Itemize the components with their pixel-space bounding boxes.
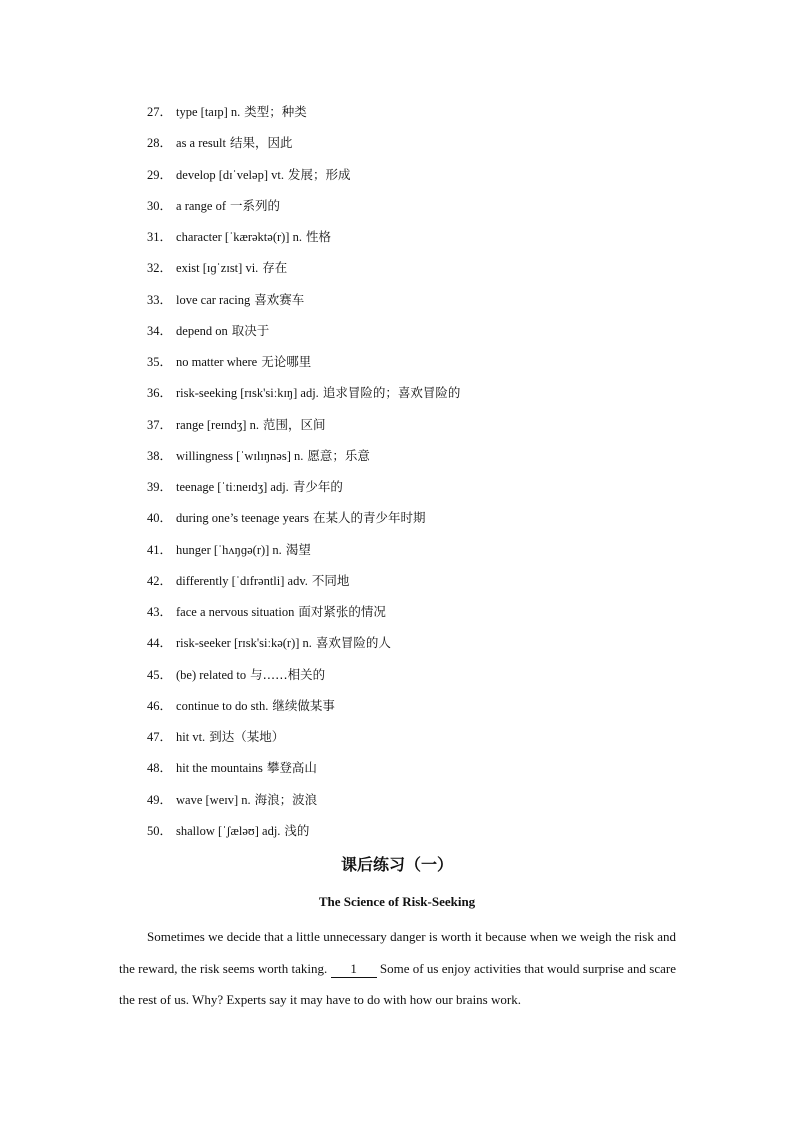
vocab-number: 28． xyxy=(147,136,173,151)
vocab-english: (be) related to xyxy=(176,667,247,682)
vocab-number: 50． xyxy=(147,823,173,838)
vocab-item xyxy=(147,321,747,352)
vocab-number: 48． xyxy=(147,761,173,776)
vocab-item xyxy=(147,383,747,414)
vocab-number: 27． xyxy=(147,105,173,119)
vocab-chinese: 性格 xyxy=(305,229,331,244)
vocab-number: 41． xyxy=(147,542,173,557)
vocab-number: 49． xyxy=(147,792,173,807)
vocab-english: willingness [ˈwɪlɪŋnəs] n. xyxy=(176,448,304,463)
vocab-chinese: 在某人的青少年时期 xyxy=(312,510,426,526)
vocab-chinese: 喜欢赛车 xyxy=(254,291,305,307)
vocab-chinese: 喜欢冒险的人 xyxy=(315,635,391,651)
vocab-english: shallow [ˈʃæləʊ] adj. xyxy=(176,823,281,838)
vocab-number: 35． xyxy=(147,355,173,369)
vocab-chinese: 不同地 xyxy=(311,572,350,588)
vocab-english: during one’s teenage years xyxy=(176,511,309,526)
vocab-number: 42． xyxy=(147,573,173,588)
vocab-item xyxy=(147,446,747,477)
vocab-number: 40． xyxy=(147,511,173,526)
vocab-english: depend on xyxy=(176,323,228,338)
vocab-chinese: 发展；形成 xyxy=(287,166,351,182)
vocab-number: 36． xyxy=(147,386,173,401)
vocab-chinese: 继续做某事 xyxy=(272,697,335,713)
vocab-item xyxy=(147,665,747,696)
vocab-item xyxy=(147,540,747,571)
vocab-chinese: 攀登高山 xyxy=(266,760,317,776)
vocab-number: 46． xyxy=(147,698,173,713)
vocab-chinese: 一系列的 xyxy=(230,197,281,213)
vocab-item xyxy=(147,758,747,789)
vocab-number: 39． xyxy=(147,480,173,494)
vocab-item xyxy=(147,790,747,821)
vocab-chinese: 追求冒险的；喜欢冒险的 xyxy=(322,385,461,401)
vocab-item xyxy=(147,196,747,227)
vocab-chinese: 存在 xyxy=(262,260,288,276)
vocab-english: love car racing xyxy=(176,292,251,307)
vocab-english: hunger [ˈhʌŋɡə(r)] n. xyxy=(176,542,282,557)
vocab-english: differently [ˈdɪfrəntli] adv. xyxy=(176,573,308,588)
vocab-english: hit vt. xyxy=(176,730,206,744)
vocab-chinese: 渴望 xyxy=(285,541,311,557)
vocab-chinese: 海浪；波浪 xyxy=(254,791,318,807)
vocab-number: 38． xyxy=(147,448,173,463)
vocab-english: risk-seeker [rɪsk'siːkə(r)] n. xyxy=(176,636,312,651)
vocab-item xyxy=(147,290,747,321)
vocab-item xyxy=(147,696,747,727)
exercise-heading: 课后练习（一） xyxy=(340,855,453,874)
vocab-english: continue to do sth. xyxy=(176,698,269,713)
vocab-item xyxy=(147,165,747,196)
vocab-item xyxy=(147,821,747,852)
vocab-number: 32． xyxy=(147,261,173,276)
vocab-english: teenage [ˈtiːneɪdʒ] adj. xyxy=(176,480,289,494)
vocab-english: range [reɪndʒ] n. xyxy=(176,417,259,432)
vocab-item xyxy=(147,258,747,289)
vocab-item xyxy=(147,602,747,633)
vocab-english: face a nervous situation xyxy=(176,605,295,619)
vocab-chinese: 无论哪里 xyxy=(261,354,312,369)
vocab-number: 44． xyxy=(147,636,173,651)
passage-text-part1: Sometimes we decide that a little unnecessary danger is worth it because when we weigh the risk and the reward, the risk seems worth taking. xyxy=(119,929,676,976)
vocab-chinese: 范围，区间 xyxy=(262,416,326,432)
vocab-item xyxy=(147,133,747,164)
vocab-chinese: 愿意；乐意 xyxy=(307,447,370,463)
vocab-english: hit the mountains xyxy=(176,761,263,776)
vocab-english: character [ˈkærəktə(r)] n. xyxy=(176,230,302,244)
vocab-english: develop [dɪˈveləp] vt. xyxy=(176,167,284,182)
passage-title: The Science of Risk-Seeking xyxy=(318,894,476,909)
vocab-english: risk-seeking [rɪsk'siːkɪŋ] adj. xyxy=(176,386,319,401)
vocab-english: wave [weɪv] n. xyxy=(176,792,251,807)
vocab-number: 30． xyxy=(147,198,173,213)
vocab-number: 37． xyxy=(147,417,173,432)
vocab-english: type [taɪp] n. xyxy=(176,105,241,119)
vocab-chinese: 类型；种类 xyxy=(244,104,307,119)
vocab-item xyxy=(147,102,747,133)
vocab-chinese: 与……相关的 xyxy=(250,666,326,682)
vocab-english: no matter where xyxy=(176,355,258,369)
vocab-item xyxy=(147,227,747,258)
vocab-item xyxy=(147,477,747,508)
blank-1: 1 xyxy=(331,961,377,978)
vocab-english: a range of xyxy=(176,198,226,213)
vocab-number: 47． xyxy=(147,730,173,744)
vocab-item xyxy=(147,727,747,758)
vocab-chinese: 取决于 xyxy=(231,322,270,338)
vocab-number: 34． xyxy=(147,323,173,338)
vocab-number: 29． xyxy=(147,167,173,182)
vocab-chinese: 青少年的 xyxy=(292,479,343,494)
vocab-chinese: 结果，因此 xyxy=(230,135,293,151)
passage-paragraph xyxy=(119,921,676,1016)
vocabulary-list xyxy=(147,102,747,852)
vocab-chinese: 面对紧张的情况 xyxy=(298,604,386,619)
vocab-item xyxy=(147,415,747,446)
vocab-number: 43． xyxy=(147,605,173,619)
vocab-english: exist [ɪɡˈzɪst] vi. xyxy=(176,261,259,276)
vocab-number: 45． xyxy=(147,667,173,682)
vocab-item xyxy=(147,352,747,383)
vocab-chinese: 到达（某地） xyxy=(209,729,285,744)
vocab-chinese: 浅的 xyxy=(284,822,310,838)
vocab-item xyxy=(147,633,747,664)
vocab-item xyxy=(147,571,747,602)
vocab-number: 33． xyxy=(147,292,173,307)
vocab-number: 31． xyxy=(147,230,173,244)
vocab-item xyxy=(147,508,747,539)
passage-text-part2: Some of us enjoy activities that would surprise and scare the rest of us. Why? Experts say it may have to do with how our brains work. xyxy=(119,960,677,1007)
vocab-english: as a result xyxy=(176,136,226,151)
